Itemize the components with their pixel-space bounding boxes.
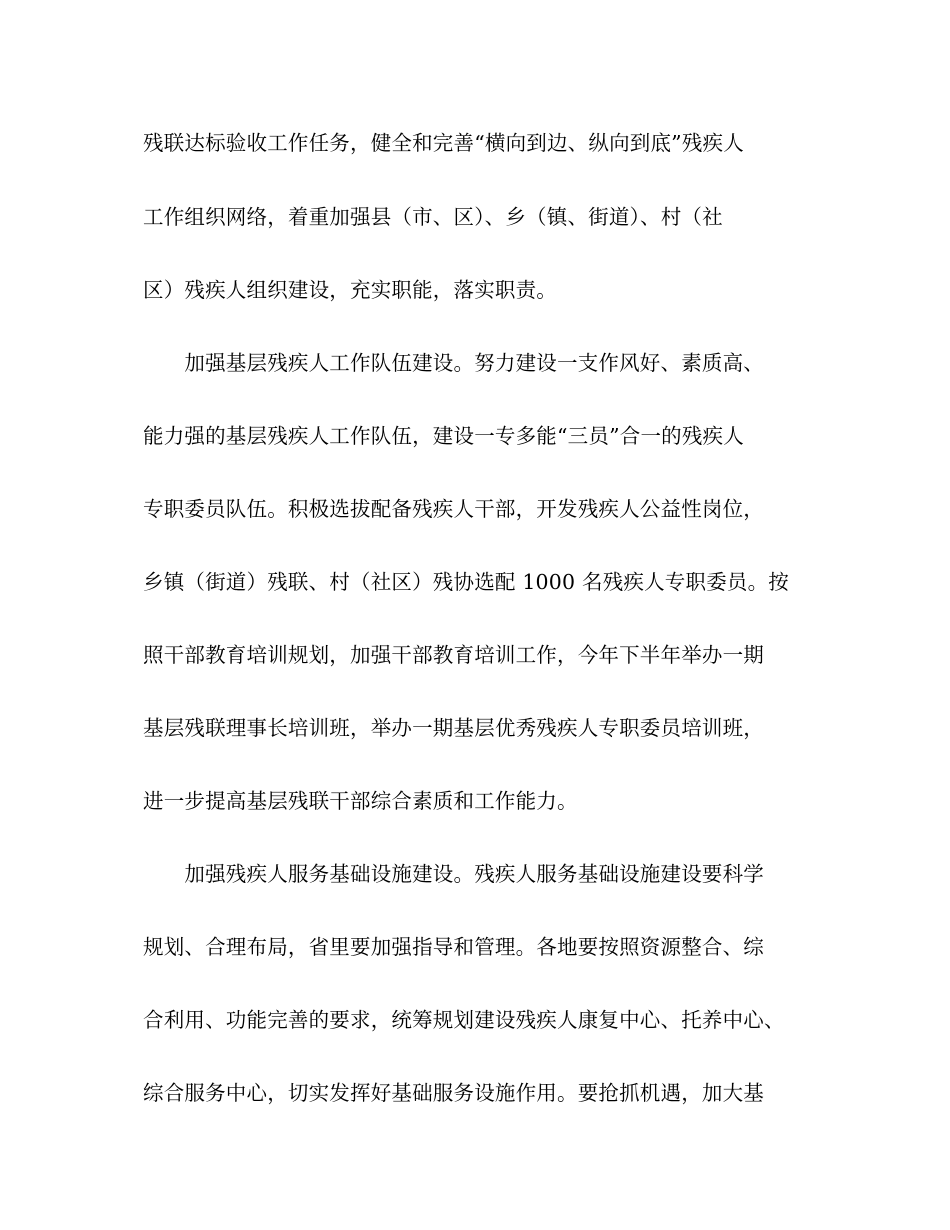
text-line: 照干部教育培训规划，加强干部教育培训工作，今年下半年举办一期 xyxy=(143,643,764,667)
text-line: 乡镇（街道）残联、村（社区）残协选配 1000 名残疾人专职委员。按 xyxy=(143,570,790,594)
text-line: 进一步提高基层残联干部综合素质和工作能力。 xyxy=(143,789,578,813)
text-line: 基层残联理事长培训班，举办一期基层优秀残疾人专职委员培训班， xyxy=(143,716,764,740)
text-line: 规划、合理布局，省里要加强指导和管理。各地要按照资源整合、综 xyxy=(143,935,764,959)
text-line: 区）残疾人组织建设，充实职能，落实职责。 xyxy=(143,278,557,302)
text-line: 合利用、功能完善的要求，统筹规划建设残疾人康复中心、托养中心、 xyxy=(143,1008,785,1032)
text-line: 工作组织网络，着重加强县（市、区）、乡（镇、街道）、村（社 xyxy=(143,205,723,229)
text-line: 残联达标验收工作任务，健全和完善“横向到边、纵向到底”残疾人 xyxy=(143,131,744,155)
text-line: 专职委员队伍。积极选拔配备残疾人干部，开发残疾人公益性岗位， xyxy=(143,497,764,521)
text-line: 加强残疾人服务基础设施建设。残疾人服务基础设施建设要科学 xyxy=(143,862,764,886)
text-line: 综合服务中心，切实发挥好基础服务设施作用。要抢抓机遇，加大基 xyxy=(143,1081,764,1105)
text-line: 加强基层残疾人工作队伍建设。努力建设一支作风好、素质高、 xyxy=(143,351,764,375)
text-line: 能力强的基层残疾人工作队伍，建设一专多能“三员”合一的残疾人 xyxy=(143,424,744,448)
